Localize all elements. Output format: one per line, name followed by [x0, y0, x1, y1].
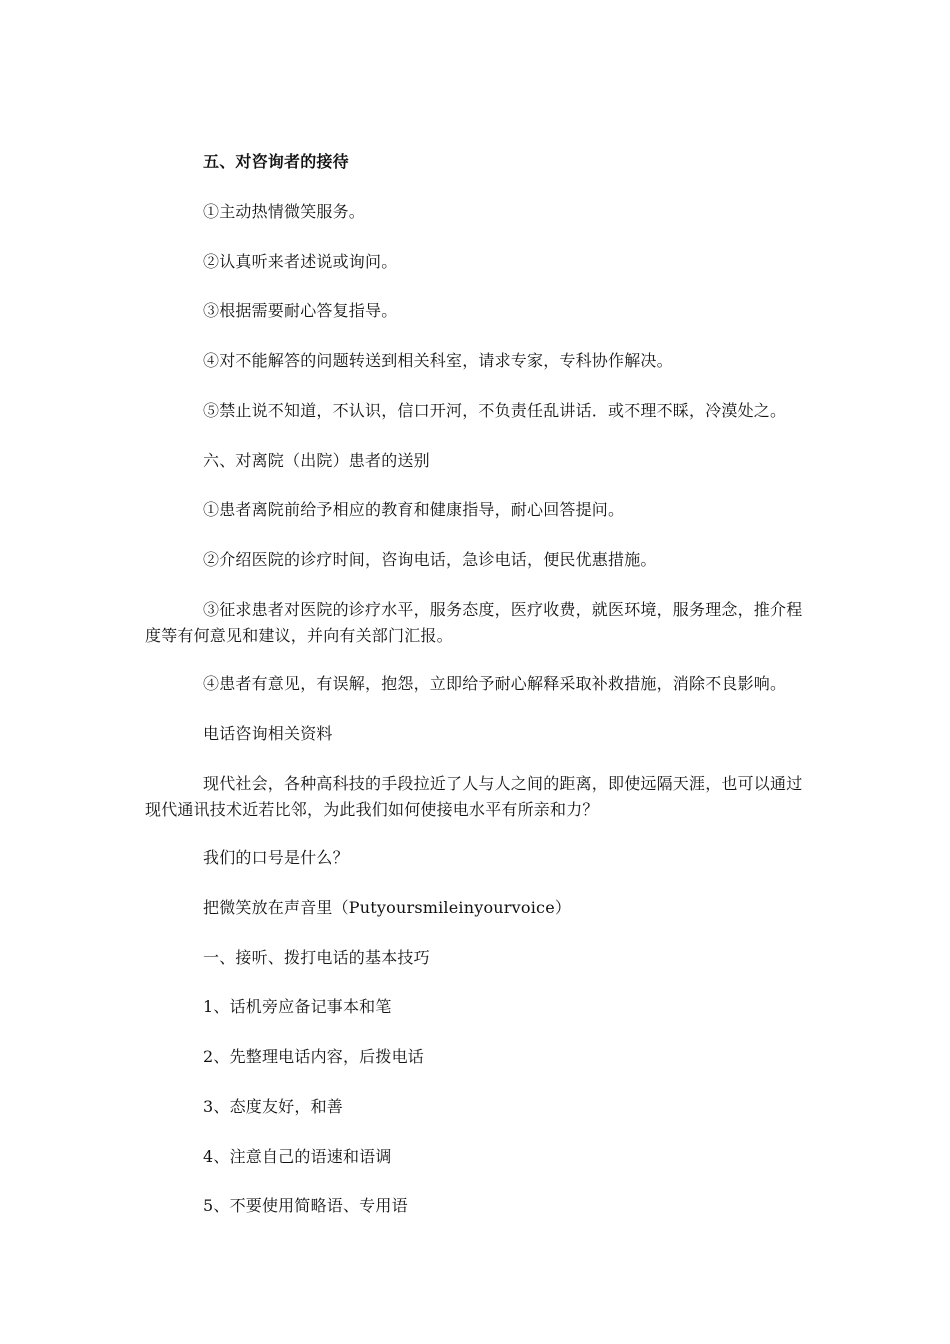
list-item: ④对不能解答的问题转送到相关科室，请求专家，专科协作解决。: [203, 351, 673, 370]
slogan-question: 我们的口号是什么？: [203, 848, 349, 867]
section-title-phone: 电话咨询相关资料: [203, 724, 333, 743]
list-item: ②介绍医院的诊疗时间，咨询电话，急诊电话，便民优惠措施。: [203, 550, 657, 569]
list-item: 1、话机旁应备记事本和笔: [203, 997, 392, 1016]
section-heading-reception: 五、对咨询者的接待: [203, 152, 349, 171]
list-item: ④患者有意见，有误解，抱怨，立即给予耐心解释采取补救措施，消除不良影响。: [203, 674, 787, 693]
section-heading-discharge: 六、对离院（出院）患者的送别: [203, 451, 430, 470]
slogan: 把微笑放在声音里（Putyoursmileinyourvoice）: [203, 898, 572, 917]
list-item: 3、态度友好，和善: [203, 1097, 343, 1116]
list-item: 4、注意自己的语速和语调: [203, 1147, 392, 1166]
list-item: ①患者离院前给予相应的教育和健康指导，耐心回答提问。: [203, 500, 625, 519]
list-item: ①主动热情微笑服务。: [203, 202, 366, 221]
list-item: ⑤禁止说不知道，不认识，信口开河，不负责任乱讲话．或不理不睬，冷漠处之。: [203, 401, 787, 420]
list-item: 2、先整理电话内容，后拨电话: [203, 1047, 424, 1066]
list-item: 5、不要使用简略语、专用语: [203, 1196, 408, 1215]
list-item: ②认真听来者述说或询问。: [203, 252, 398, 271]
list-item: ③根据需要耐心答复指导。: [203, 301, 398, 320]
section-heading-phone-skills: 一、接听、拨打电话的基本技巧: [203, 948, 430, 967]
intro-paragraph: 现代社会，各种高科技的手段拉近了人与人之间的距离，即使远隔天涯，也可以通过现代通讯技术近若比邻，为此我们如何使接电水平有所亲和力？: [145, 774, 803, 819]
list-item-paragraph: ③征求患者对医院的诊疗水平，服务态度，医疗收费，就医环境，服务理念，推介程度等有何意见和建议，并向有关部门汇报。: [145, 600, 803, 645]
